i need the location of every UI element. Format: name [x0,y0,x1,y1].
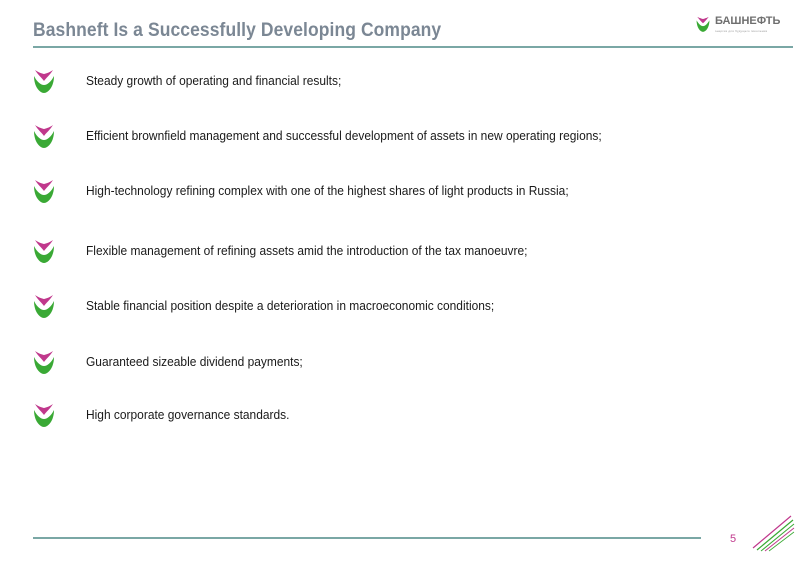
list-item [30,292,750,322]
bullet-text: Guaranteed sizeable dividend payments; [86,354,303,369]
list-item [30,401,750,431]
footer-divider [33,537,701,539]
bullet-text: Efficient brownfield management and successful development of assets in new operating regions; [86,128,602,143]
bashneft-bullet-icon [30,67,58,95]
bullet-text: Steady growth of operating and financial results; [86,73,342,88]
list-item [30,67,750,97]
bullet-text: High-technology refining complex with one of the highest shares of light products in Russia; [86,183,569,198]
bashneft-bullet-icon [30,401,58,429]
bashneft-bullet-icon [30,292,58,320]
bashneft-bullet-icon [30,348,58,376]
logo-wordmark: БАШНЕФТЬ [715,15,781,27]
list-item [30,348,750,378]
list-item [30,177,750,207]
bullet-text: Flexible management of refining assets amid the introduction of the tax manoeuvre; [86,243,528,258]
bashneft-bullet-icon [30,122,58,150]
bashneft-bullet-icon [30,237,58,265]
bashneft-bullet-icon [30,177,58,205]
list-item [30,122,750,152]
list-item [30,237,750,267]
logo-tagline: энергия для будущего поколения [715,29,768,33]
corner-stripes-icon [745,512,795,552]
page-number: 5 [730,533,737,545]
bullet-text: Stable financial position despite a deterioration in macroeconomic conditions; [86,298,495,313]
page-title: Bashneft Is a Successfully Developing Company [33,20,442,41]
bullet-text: High corporate governance standards. [86,407,290,422]
